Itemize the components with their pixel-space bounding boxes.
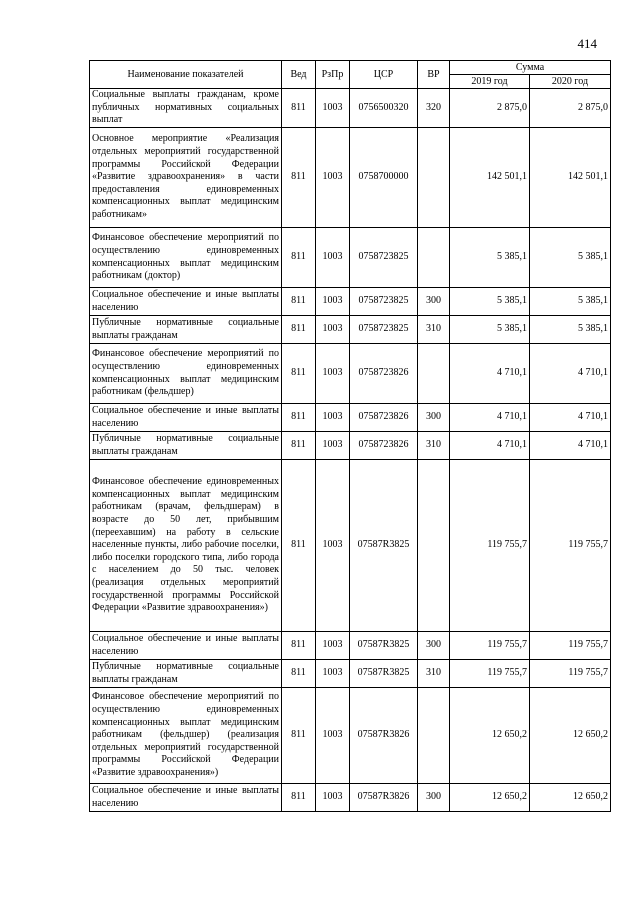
cell-2020: 4 710,1	[530, 432, 611, 460]
budget-table	[89, 60, 611, 812]
cell-rzpr: 1003	[316, 688, 350, 784]
cell-rzpr: 1003	[316, 228, 350, 288]
cell-rzpr: 1003	[316, 89, 350, 128]
cell-name: Публичные нормативные социальные выплаты гражданам	[90, 316, 282, 344]
cell-2020: 142 501,1	[530, 128, 611, 228]
cell-2019: 119 755,7	[450, 632, 530, 660]
cell-ved: 811	[282, 784, 316, 812]
cell-2020: 5 385,1	[530, 228, 611, 288]
page-number: 414	[577, 36, 597, 51]
cell-rzpr: 1003	[316, 784, 350, 812]
table-row	[90, 228, 611, 288]
cell-csr: 07587R3825	[350, 460, 418, 632]
header-sum: Сумма	[450, 61, 611, 75]
cell-2019: 4 710,1	[450, 404, 530, 432]
cell-2019: 5 385,1	[450, 288, 530, 316]
cell-2019: 142 501,1	[450, 128, 530, 228]
table-header	[90, 61, 611, 89]
table-row	[90, 404, 611, 432]
cell-ved: 811	[282, 460, 316, 632]
cell-name: Основное мероприятие «Реализация отдельных мероприятий государственной программы Российской Федерации «Развитие здравоохранения» в части предоставления единовременных компенсационных выплат медицинским работникам»	[90, 128, 282, 228]
cell-vr: 300	[418, 784, 450, 812]
cell-name: Финансовое обеспечение мероприятий по осуществлению единовременных компенсационных выплат медицинским работникам (фельдшер) (реализация отдельных мероприятий государственной программы Российской Федерации «Развитие здравоохранения»)	[90, 688, 282, 784]
cell-2020: 119 755,7	[530, 460, 611, 632]
cell-ved: 811	[282, 404, 316, 432]
table-row	[90, 688, 611, 784]
cell-name: Финансовое обеспечение мероприятий по осуществлению единовременных компенсационных выплат медицинским работникам (фельдшер)	[90, 344, 282, 404]
cell-2019: 12 650,2	[450, 688, 530, 784]
table-row	[90, 344, 611, 404]
cell-name: Финансовое обеспечение единовременных компенсационных выплат медицинским работникам (врачам, фельдшерам) в возрасте до 50 лет, прибывшим (переехавшим) на работу в сельские населенные пункты, либо рабочие поселки, либо поселки городского типа, либо города с населением до 50 тыс. человек (реализация отдельных мероприятий государственной программы Российской Федерации «Развитие здравоохранения»)	[90, 460, 282, 632]
cell-name: Социальное обеспечение и иные выплаты населению	[90, 632, 282, 660]
cell-vr: 310	[418, 432, 450, 460]
cell-ved: 811	[282, 432, 316, 460]
cell-vr	[418, 688, 450, 784]
cell-vr	[418, 128, 450, 228]
cell-csr: 0758723825	[350, 228, 418, 288]
table-row	[90, 432, 611, 460]
cell-2019: 2 875,0	[450, 89, 530, 128]
cell-name: Публичные нормативные социальные выплаты гражданам	[90, 660, 282, 688]
cell-2020: 119 755,7	[530, 632, 611, 660]
cell-ved: 811	[282, 688, 316, 784]
cell-name: Публичные нормативные социальные выплаты гражданам	[90, 432, 282, 460]
cell-ved: 811	[282, 344, 316, 404]
cell-2019: 119 755,7	[450, 460, 530, 632]
cell-csr: 07587R3825	[350, 632, 418, 660]
cell-ved: 811	[282, 288, 316, 316]
cell-csr: 07587R3825	[350, 660, 418, 688]
table-body	[90, 89, 611, 812]
cell-ved: 811	[282, 89, 316, 128]
cell-ved: 811	[282, 228, 316, 288]
cell-vr: 320	[418, 89, 450, 128]
cell-rzpr: 1003	[316, 660, 350, 688]
cell-2019: 4 710,1	[450, 344, 530, 404]
header-name: Наименование показателей	[90, 61, 282, 89]
cell-name: Социальное обеспечение и иные выплаты населению	[90, 404, 282, 432]
cell-rzpr: 1003	[316, 404, 350, 432]
cell-name: Финансовое обеспечение мероприятий по осуществлению единовременных компенсационных выплат медицинским работникам (доктор)	[90, 228, 282, 288]
cell-rzpr: 1003	[316, 288, 350, 316]
cell-2019: 4 710,1	[450, 432, 530, 460]
cell-vr	[418, 228, 450, 288]
cell-vr: 300	[418, 632, 450, 660]
cell-2019: 119 755,7	[450, 660, 530, 688]
cell-name: Социальные выплаты гражданам, кроме публичных нормативных социальных выплат	[90, 89, 282, 128]
cell-vr: 310	[418, 316, 450, 344]
header-ved: Вед	[282, 61, 316, 89]
cell-csr: 0758723826	[350, 404, 418, 432]
cell-vr: 310	[418, 660, 450, 688]
table-row	[90, 632, 611, 660]
cell-2020: 4 710,1	[530, 404, 611, 432]
cell-2019: 12 650,2	[450, 784, 530, 812]
table-row	[90, 89, 611, 128]
cell-rzpr: 1003	[316, 316, 350, 344]
header-year-2020: 2020 год	[530, 75, 611, 89]
cell-2019: 5 385,1	[450, 228, 530, 288]
cell-2020: 4 710,1	[530, 344, 611, 404]
cell-rzpr: 1003	[316, 128, 350, 228]
cell-csr: 0758700000	[350, 128, 418, 228]
cell-rzpr: 1003	[316, 460, 350, 632]
table-row	[90, 316, 611, 344]
table-row	[90, 660, 611, 688]
table-row	[90, 784, 611, 812]
cell-vr	[418, 460, 450, 632]
cell-name: Социальное обеспечение и иные выплаты населению	[90, 288, 282, 316]
cell-ved: 811	[282, 632, 316, 660]
table-row	[90, 128, 611, 228]
header-vr: ВР	[418, 61, 450, 89]
table-row	[90, 460, 611, 632]
cell-vr: 300	[418, 288, 450, 316]
header-rzpr: РзПр	[316, 61, 350, 89]
cell-ved: 811	[282, 128, 316, 228]
cell-csr: 07587R3826	[350, 784, 418, 812]
cell-ved: 811	[282, 316, 316, 344]
cell-csr: 0758723826	[350, 432, 418, 460]
cell-2020: 5 385,1	[530, 288, 611, 316]
cell-2020: 119 755,7	[530, 660, 611, 688]
cell-rzpr: 1003	[316, 344, 350, 404]
cell-csr: 0756500320	[350, 89, 418, 128]
cell-vr	[418, 344, 450, 404]
cell-rzpr: 1003	[316, 632, 350, 660]
cell-vr: 300	[418, 404, 450, 432]
cell-2020: 5 385,1	[530, 316, 611, 344]
header-year-2019: 2019 год	[450, 75, 530, 89]
cell-ved: 811	[282, 660, 316, 688]
cell-csr: 07587R3826	[350, 688, 418, 784]
cell-2020: 12 650,2	[530, 784, 611, 812]
cell-name: Социальное обеспечение и иные выплаты населению	[90, 784, 282, 812]
cell-csr: 0758723826	[350, 344, 418, 404]
cell-2020: 12 650,2	[530, 688, 611, 784]
header-csr: ЦСР	[350, 61, 418, 89]
cell-csr: 0758723825	[350, 288, 418, 316]
cell-2020: 2 875,0	[530, 89, 611, 128]
cell-rzpr: 1003	[316, 432, 350, 460]
cell-2019: 5 385,1	[450, 316, 530, 344]
table-row	[90, 288, 611, 316]
cell-csr: 0758723825	[350, 316, 418, 344]
